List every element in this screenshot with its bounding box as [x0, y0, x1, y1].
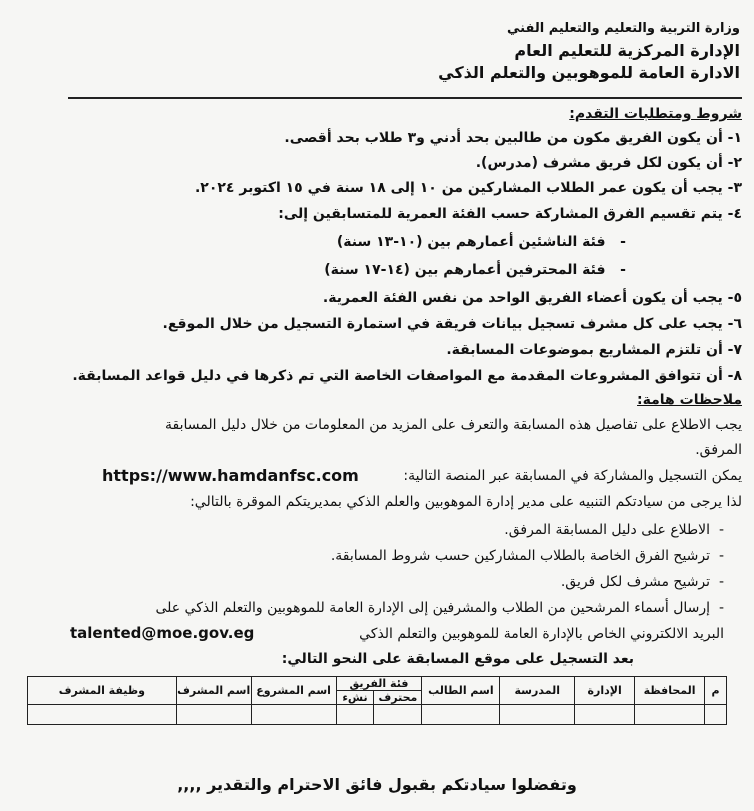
- bullet-text: إرسال أسماء المرشحين من الطلاب والمشرفين إلى الإدارة العامة للموهوبين والتعلم الذكي على: [155, 600, 711, 616]
- general-admin-name: الادارة العامة للموهوبين والتعلم الذكي: [438, 63, 740, 82]
- bullet-dash: -: [605, 234, 626, 250]
- bullet-item: [331, 548, 724, 564]
- bullet-text: ترشيح مشرف لكل فريق.: [560, 574, 711, 590]
- condition-item-2: ٢- أن يكون لكل فريق مشرف (مدرس).: [475, 155, 742, 171]
- bullet-dash: -: [710, 548, 724, 564]
- col-header-student-name: اسم الطالب: [422, 677, 500, 705]
- closing-statement: وتفضلوا سيادتكم بقبول فائق الاحترام والتقدير ,,,,: [177, 775, 577, 794]
- conditions-title: شروط ومتطلبات التقدم:: [569, 106, 742, 122]
- condition-item-7: ٧- أن تلتزم المشاريع بموضوعات المسابقة.: [446, 342, 742, 358]
- condition-item-6: ٦- يجب على كل مشرف تسجيل بيانات فريقة في استمارة التسجيل من خلال الموقع.: [162, 316, 742, 332]
- col-header-project-name: اسم المشروع: [251, 677, 336, 705]
- bullet-text: ترشيح الفرق الخاصة بالطلاب المشاركين حسب شروط المسابقة.: [330, 548, 711, 564]
- bullet-dash: -: [710, 600, 724, 616]
- col-subheader-pro: محترف: [374, 691, 422, 705]
- registration-text: يمكن التسجيل والمشاركة في المسابقة عبر المنصة التالية:: [403, 468, 742, 484]
- bullet-dash: -: [710, 522, 724, 538]
- col-header-school: المدرسة: [500, 677, 575, 705]
- condition-item-1: ١- أن يكون الفريق مكون من طالبين بحد أدني و٣ طلاب بحد أقصى.: [284, 130, 742, 146]
- age-category-juniors: [337, 234, 626, 250]
- condition-item-5: ٥- يجب أن يكون أعضاء الفريق الواحد من نفس الفئة العمرية.: [322, 290, 742, 306]
- bullet-item: [561, 574, 724, 590]
- request-text: لذا يرجى من سيادتكم التنبيه على مدير إدارة الموهوبين والعلم الذكي بمديريتكم الموقرة بالتالي:: [190, 494, 742, 510]
- letterhead: [438, 18, 740, 84]
- subitem-text: فئة الناشئين أعمارهم بين (١٠-١٣ سنة): [336, 234, 606, 250]
- col-header-index: م: [705, 677, 727, 705]
- col-header-team-category: فئة الفريق: [336, 677, 422, 691]
- age-category-pros: [324, 262, 626, 278]
- condition-item-4: ٤- يتم تقسيم الفرق المشاركة حسب الفئة العمرية للمتسابقين إلى:: [278, 206, 742, 222]
- bullet-item: [155, 600, 724, 616]
- notes-line-2: المرفق.: [695, 442, 742, 458]
- table-row: [28, 705, 727, 725]
- notes-title: ملاحظات هامة:: [637, 392, 742, 408]
- registration-url[interactable]: https://www.hamdanfsc.com: [102, 466, 359, 485]
- condition-item-8: ٨- أن تتوافق المشروعات المقدمة مع المواصفات الخاصة التي تم ذكرها في دليل قواعد المسابقة.: [72, 368, 742, 384]
- header-divider: [68, 97, 742, 99]
- bullet-text: الاطلاع على دليل المسابقة المرفق.: [504, 522, 711, 538]
- notes-line-1: يجب الاطلاع على تفاصيل هذه المسابقة والتعرف على المزيد من المعلومات من خلال دليل المسابقة: [164, 417, 742, 433]
- central-admin-name: الإدارة المركزية للتعليم العام: [514, 41, 740, 60]
- bullet-item: [504, 522, 724, 538]
- condition-item-3: ٣- يجب أن يكون عمر الطلاب المشاركين من ١٠ إلى ١٨ سنة في ١٥ اكتوبر ٢٠٢٤.: [194, 180, 742, 196]
- col-header-governorate: المحافظة: [635, 677, 705, 705]
- site-registration-text: بعد التسجيل على موقع المسابقة على النحو التالي:: [281, 651, 634, 667]
- ministry-name: وزارة التربية والتعليم والتعليم الفني: [507, 21, 740, 36]
- email-line: البريد الالكتروني الخاص بالإدارة العامة للموهوبين والتعلم الذكي: [359, 626, 724, 642]
- bullet-dash: -: [605, 262, 626, 278]
- col-header-administration: الإدارة: [575, 677, 635, 705]
- col-header-supervisor-name: اسم المشرف: [176, 677, 251, 705]
- bullet-dash: -: [710, 574, 724, 590]
- col-subheader-junior: نشء: [336, 691, 374, 705]
- col-header-supervisor-job: وظيفة المشرف: [28, 677, 177, 705]
- subitem-text: فئة المحترفين أعمارهم بين (١٤-١٧ سنة): [324, 262, 606, 278]
- email-address[interactable]: talented@moe.gov.eg: [70, 624, 255, 642]
- registration-table: [27, 676, 727, 725]
